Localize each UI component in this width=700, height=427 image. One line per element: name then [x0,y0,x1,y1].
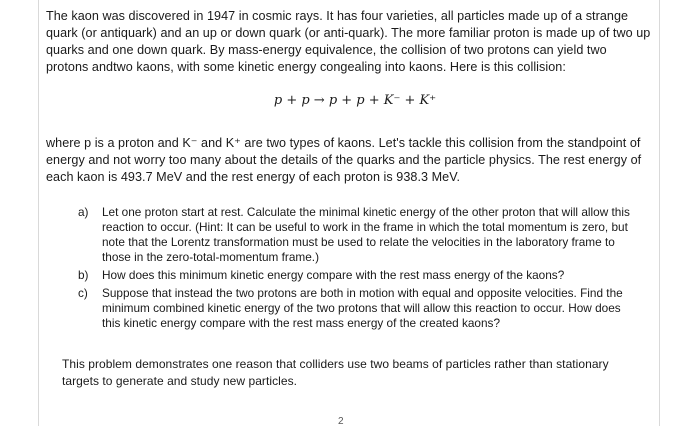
question-item [78,286,638,331]
collision-equation: p + p → p + p + K⁻ + K⁺ [273,93,437,108]
question-list [78,205,638,334]
question-text: Suppose that instead the two protons are both in motion with equal and opposite velocities. Find the minimum combined kinetic energy of the two protons that will allow this reaction to occur. How does this kinetic energy compare with the rest mass energy of the created kaons? [102,286,623,330]
intro-paragraph: The kaon was discovered in 1947 in cosmic rays. It has four varieties, all particles made up of a strange quark (or antiquark) and an up or down quark (or anti-quark). The more familiar proton is made up of two up quarks and one down quark. By mass-energy equivalence, the collision of two protons can yield two protons andtwo kaons, with some kinetic energy congealing into kaons. Here is this collision: [46,9,651,74]
question-text: Let one proton start at rest. Calculate the minimal kinetic energy of the other proton that will allow this reaction to occur. (Hint: It can be useful to work in the frame in which the total momentum is zero, but note that the Lorentz transformation must be used to relate the velocities in the laboratory frame to those in the zero-total-momentum frame.) [102,205,630,264]
page-number: 2 [338,416,344,427]
question-marker: b) [78,268,89,282]
question-marker: c) [78,286,88,300]
question-item [78,205,638,265]
closing-paragraph: This problem demonstrates one reason that colliders use two beams of particles rather than stationary targets to generate and study new particles. [62,357,609,388]
question-item [78,268,638,283]
question-marker: a) [78,205,89,219]
page-right-edge [659,0,660,426]
page-left-edge [38,0,39,426]
question-text: How does this minimum kinetic energy compare with the rest mass energy of the kaons? [102,268,565,282]
definitions-paragraph: where p is a proton and K⁻ and K⁺ are two types of kaons. Let's tackle this collision from the standpoint of energy and not worry too many about the details of the quarks and the particle physics. The rest energy of each kaon is 493.7 MeV and the rest energy of each proton is 938.3 MeV. [46,136,642,184]
